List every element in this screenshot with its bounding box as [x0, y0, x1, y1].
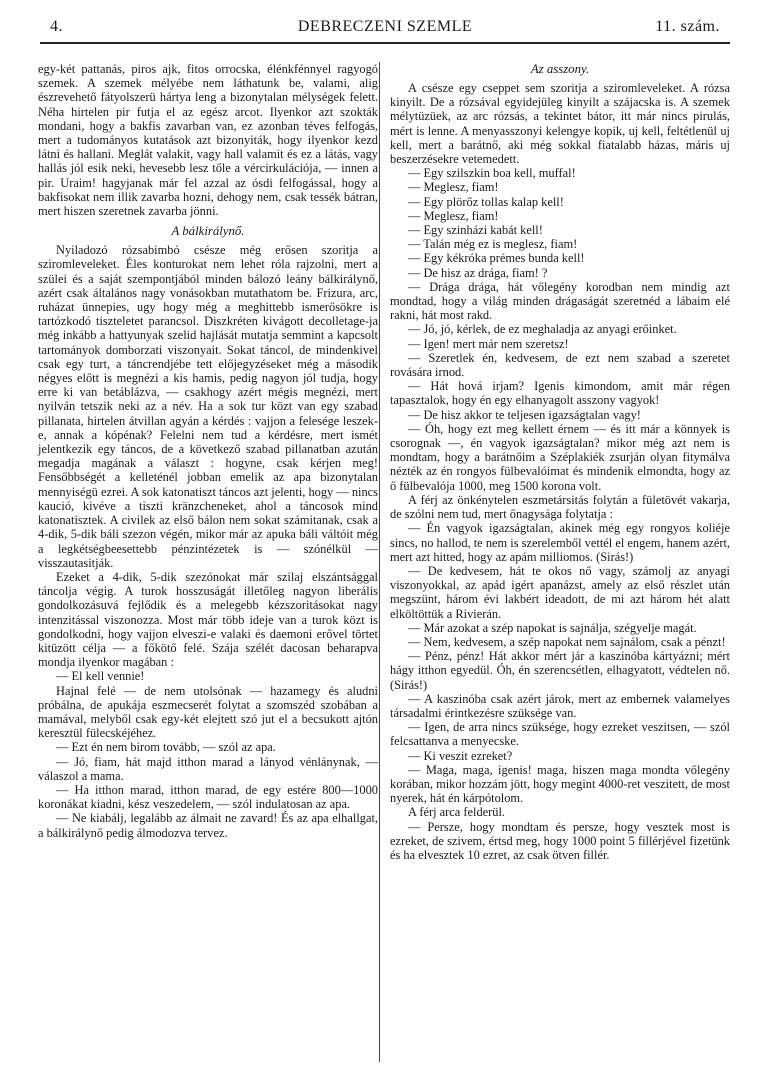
- dialogue-line: — Meglesz, fiam!: [408, 208, 499, 223]
- dialogue-line: — Egy szilszkin boa kell, muffal!: [408, 166, 576, 181]
- paragraph: A csésze egy cseppet sem szoritja a sziromleveleket. A rózsa kinyilt. De a rózsával egyidejüleg kinyilt a szájacska is. A szemek mélytüzüek, az arc rózsás, a tekintet bátor, itt már nincs pirulás, mért is lenne. A menyasszonyi kelengye kopik, uj kell, feltétlenül uj kell, mert a barátnő, aki még sokkal fiatalabb házas, máris uj beszerzésekre vetemedett.: [390, 81, 730, 167]
- dialogue-line: — De kedvesem, hát te okos nő vagy, számolj az anyagi viszonyokkal, az apád igért apanázst, amely az első részlet után megszünt, három évi lakbért ideadott, de mi azt három hét alatt elköltöttük a Rivierán.: [390, 563, 730, 621]
- paragraph: Ezeket a 4-dik, 5-dik szezónokat már szilaj elszántsággal táncolja végig. A turok hosszuságát illetőleg nagyon liberális gondolkozásuvá fejlődik és a melegebb kézszoritásokat nagy intenzitással viszonozza. Most már több ideje van a turok közt is gondolkodni, hogy vajjon elveszi-e valaki és daemoni erővel törtet kitüzött célja — a főkötő felé. Szája szélét dacosan beharapva mondja ilyenkor magában :: [38, 569, 378, 670]
- dialogue-line: — De hisz akkor te teljesen igazságtalan vagy!: [408, 407, 641, 422]
- dialogue-line: — A kaszinóba csak azért járok, mert az embernek valamelyes társadalmi érintkezésre szüksége van.: [390, 691, 730, 720]
- dialogue-line: — Igen, de arra nincs szüksége, hogy ezreket veszitsen, — szól felcsattanva a menyecske.: [390, 720, 730, 749]
- intro-paragraph: egy-két pattanás, piros ajk, fitos orrocska, élénkfénnyel ragyogó szemek. A szemek mélyébe nem láthatunk be, valami, alig észrevehető fátyolszerü hártya leng a bizonytalan mélységek felett. Néha hirtelen pir futja el az egész arcot. Ilyenkor azt szokták mondani, hogy a bakfis zavarban van, ez azonban téves felfogás, mert a tudományos kutatások azt bizonyiták, hogy ilyenkor kezd látni és hallani. Meglát valakit, vagy hall valamit és ez a látás, vagy hallás jól esik neki, hevesebb lesz tőle a vércirkulációja, — innen a pir. Uraim! hagyjanak már fel azzal az ósdi felfogással, hogy a bakfisokat nem illik zavarba hozni, dehogy nem, csak tessék bátran, mert hiszen szeretnek zavarba jönni.: [38, 62, 378, 219]
- dialogue-line: — Én vagyok igazságtalan, akinek még egy rongyos koliéje sincs, no hallod, te nem is szerelemből vettél el engem, hanem azért, mert azt hitted, hogy az apám milliomos. (Sirás!): [390, 521, 730, 564]
- dialogue-line: — Maga, maga, igenis! maga, hiszen maga mondta vőlegény korában, mikor hozzám jött, hogy megint 4000-ret veszitett, de most nyerek, hát én kárpótolom.: [390, 762, 730, 806]
- page-header: [40, 12, 730, 44]
- left-column: [38, 62, 378, 840]
- paragraph: A férj arca felderül.: [408, 805, 506, 820]
- section-title-balkiralyno: A bálkirálynő.: [171, 224, 245, 239]
- dialogue-line: — Egy kékróka prémes bunda kell!: [408, 251, 585, 266]
- dialogue-line: — Jó, jó, kérlek, de ez meghaladja az anyagi erőinket.: [408, 322, 677, 337]
- dialogue-line: — Ne kiabálj, legalább az álmait ne zavard! És az apa elhallgat, a bálkirálynő pedig álmodozva tervez.: [38, 811, 378, 840]
- dialogue-line: — Már azokat a szép napokat is sajnálja, szégyelje magát.: [408, 620, 697, 635]
- paragraph: Nyiladozó rózsabimbó csésze még erősen szoritja a sziromleveleket. Éles konturokat nem lehet róla rajzolni, mert a szülei és a saját szempontjából minden bálozó leány bálkirálynő, azért csak általános nagy vonásokban mutathatom be. Frizura, arc, ruházat ünnepies, ugy hogy még a meghittebb ismerősökre is tartózkodó tiszteletet parancsol. Diszkréten kivágott decolletage-ja még inkább a hattyunyak szelid hajlását mutatja semmint a kapcsolt tartományok domborzati viszonyait. Sokat táncol, de mindenkivel csak egy turt, a táncrendjébe tett előjegyzéseket még a második négyes előtt is megnézi a kis hamis, pedig nagyon jól tudja, hogy erre ki van betáblázva, — csakhogy azért mégis megnézi, mert nyilván tetszik neki az a név. Ha a sok tur közt van egy szabad pillanata, hirtelen átvillan agyán a kérdés : vajjon a felesége leszek-e, annak a kópénak? Felelni nem tud a kérdésre, mert ismét jelentkezik egy táncos, de a következő szabad pillanatban azután megadja magának a választ : hogyne, csak kérjen meg! Fensőbbségét a kelleténél jobban emelik az apa bizonytalan mennyiségü ezrei. A sok katonatiszt táncos azt jelenti, hogy — nincs kaució, kivéve a tiszti kränzcheneket, ahol a táncosok mind katonatisztek. A civilek az első bálon nem sokat számitanak, csak a 4-dik, 5-dik báli szezon végén, mikor már az apuka báli váltóit még a legkétségbeesettebb pénzintézetek is — szónélkül — visszautasitják.: [38, 243, 378, 570]
- right-column: [390, 62, 730, 862]
- paragraph: Hajnal felé — de nem utolsónak — hazamegy és aludni próbálna, de apukája eszmecserét folytat a szomszéd szobában a mamával, melyből csak egy-két elejtett szó jut el a becsukott ajtón keresztül fülecskéjéhez.: [38, 683, 378, 741]
- dialogue-line: — Persze, hogy mondtam és persze, hogy vesztek most is ezreket, de szivem, értsd meg, hogy 1000 point 5 fillérjével fizetünk és ha elvesztek 10 ezret, az csak ötven fillér.: [390, 819, 730, 862]
- dialogue-line: — Ha itthon marad, itthon marad, de egy estére 800—1000 koronákat kiadni, kész veszedelem, — szól indulatosan az apa.: [38, 782, 378, 812]
- dialogue-line: — Igen! mert már nem szeretsz!: [408, 336, 569, 351]
- column-divider: [379, 62, 380, 1062]
- dialogue-line: — El kell vennie!: [56, 669, 145, 684]
- dialogue-line: — Pénz, pénz! Hát akkor mért jár a kaszinóba kártyázni; mért hágy itthon egyedül. Óh, én szerencsétlen, elhagyatott, védtelen nő. (Sirás!): [390, 649, 730, 692]
- issue-number: 11. szám.: [655, 18, 720, 35]
- dialogue-line: — Egy plörőz tollas kalap kell!: [408, 194, 564, 209]
- dialogue-line: — Ki veszit ezreket?: [408, 748, 513, 763]
- dialogue-line: — Nem, kedvesem, a szép napokat nem sajnálom, csak a pénzt!: [408, 634, 726, 649]
- dialogue-line: — Hát hová irjam? Igenis kimondom, amit már régen tapasztalok, hogy én egy elhanyagolt asszony vagyok!: [390, 379, 730, 408]
- dialogue-line: — Óh, hogy ezt meg kellett érnem — és itt már a könnyek is csorognak —, én vagyok igazságtalan? mikor még azt nem is mondtam, hogy a barátnőim a Széplakiék zsurján olyan fitymálva nézték az én rongyos fülbevalóimat és mindenik elmondta, hogy az ő fülbevalója 1000, meg 1500 korona volt.: [390, 421, 730, 493]
- dialogue-line: — Talán még ez is meglesz, fiam!: [408, 237, 578, 252]
- dialogue-line: — Szeretlek én, kedvesem, de ezt nem szabad a szeretet rovására irnod.: [390, 350, 730, 380]
- page-number: 4.: [50, 18, 63, 35]
- dialogue-line: — Ezt én nem birom tovább, — szól az apa.: [56, 740, 276, 755]
- journal-title: DEBRECZENI SZEMLE: [297, 18, 473, 35]
- dialogue-line: — Egy szinházi kabát kell!: [408, 223, 543, 238]
- dialogue-line: — Jó, fiam, hát majd itthon marad a lányod vénlánynak, — válaszol a mama.: [38, 754, 378, 783]
- dialogue-line: — De hisz az drága, fiam! ?: [408, 265, 548, 280]
- paragraph: A férj az önkénytelen eszmetársitás folytán a fületövét vakarja, de szólni nem tud, mert őnagysága folytatja :: [390, 492, 730, 522]
- section-title-asszony: Az asszony.: [530, 62, 590, 76]
- dialogue-line: — Meglesz, fiam!: [408, 180, 499, 195]
- dialogue-line: — Drága drága, hát vőlegény korodban nem mindig azt mondtad, hogy a világ minden drágaságát szeretnéd a lábaim elé rakni, hát most rakd.: [390, 279, 730, 323]
